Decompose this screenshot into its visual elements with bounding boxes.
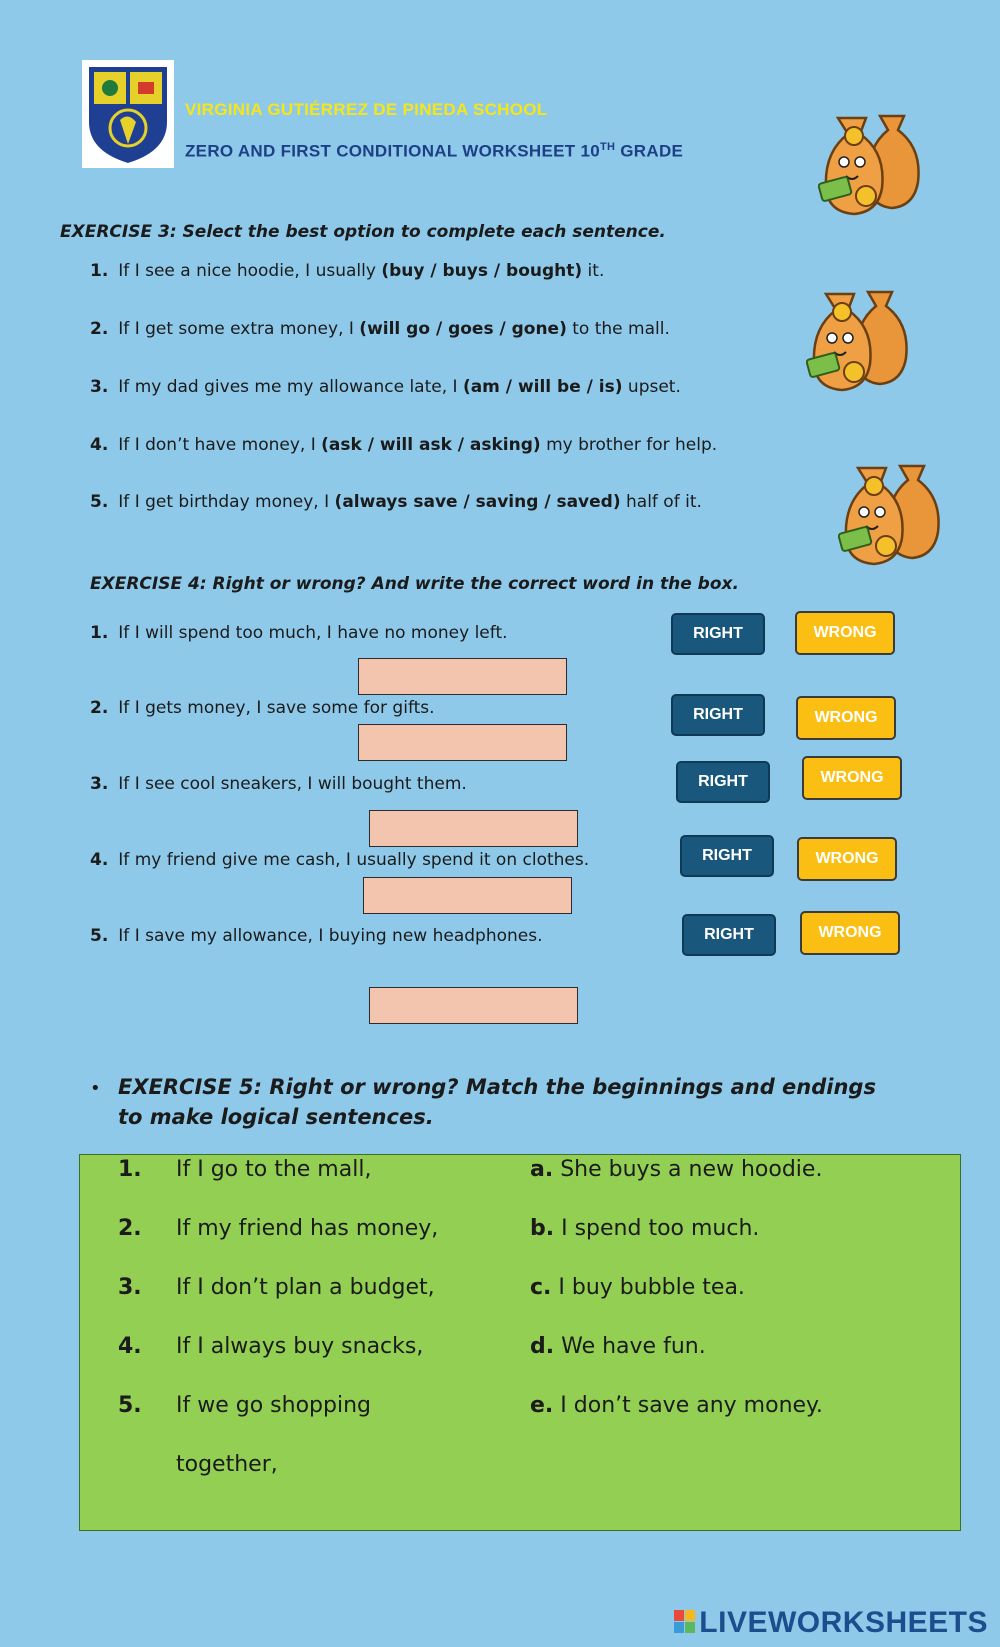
match-beginning: 2.	[118, 1216, 142, 1241]
exercise-3-heading: EXERCISE 3: Select the best option to complete each sentence.	[60, 222, 666, 242]
right-button[interactable]: RIGHT	[671, 613, 765, 655]
exercise-4-item: 3. If I see cool sneakers, I will bought them.	[90, 774, 467, 794]
money-bag-icon	[806, 272, 916, 392]
match-beginning: 1.	[118, 1157, 142, 1182]
match-ending: a. She buys a new hoodie.	[530, 1157, 823, 1182]
match-beginning: 4.	[118, 1334, 142, 1359]
answer-box[interactable]	[358, 658, 567, 695]
worksheet-title: ZERO AND FIRST CONDITIONAL WORKSHEET 10TH GRADE	[185, 141, 684, 161]
bullet: •	[90, 1078, 101, 1099]
match-beginning-text: If I don’t plan a budget,	[176, 1275, 435, 1300]
exercise-4-heading: EXERCISE 4: Right or wrong? And write the correct word in the box.	[90, 574, 739, 594]
wrong-button[interactable]: WRONG	[796, 696, 896, 740]
school-name: VIRGINIA GUTIÉRREZ DE PINEDA SCHOOL	[185, 100, 548, 119]
match-ending: c. I buy bubble tea.	[530, 1275, 745, 1300]
wrong-button[interactable]: WRONG	[797, 837, 897, 881]
wrong-button[interactable]: WRONG	[800, 911, 900, 955]
match-beginning-text: If I always buy snacks,	[176, 1334, 424, 1359]
exercise-3-item: 5. If I get birthday money, I (always save / saving / saved) half of it.	[90, 492, 702, 512]
match-beginning-text: If my friend has money,	[176, 1216, 439, 1241]
match-beginning-text: If we go shopping	[176, 1393, 371, 1418]
answer-box[interactable]	[358, 724, 567, 761]
right-button[interactable]: RIGHT	[676, 761, 770, 803]
exercise-4-item: 4. If my friend give me cash, I usually spend it on clothes.	[90, 850, 590, 870]
money-bag-icon	[838, 446, 948, 566]
exercise-4-item: 5. If I save my allowance, I buying new headphones.	[90, 926, 543, 946]
match-ending: b. I spend too much.	[530, 1216, 760, 1241]
wrong-button[interactable]: WRONG	[802, 756, 902, 800]
match-beginning: 3.	[118, 1275, 142, 1300]
match-ending: d. We have fun.	[530, 1334, 706, 1359]
exercise-3-item: 4. If I don’t have money, I (ask / will ask / asking) my brother for help.	[90, 435, 718, 455]
exercise-5-heading: EXERCISE 5: Right or wrong? Match the beginnings and endings to make logical sentences.	[118, 1075, 876, 1129]
right-button[interactable]: RIGHT	[680, 835, 774, 877]
match-beginning: 5.	[118, 1393, 142, 1418]
right-button[interactable]: RIGHT	[671, 694, 765, 736]
exercise-3-item: 2. If I get some extra money, I (will go / goes / gone) to the mall.	[90, 319, 670, 339]
right-button[interactable]: RIGHT	[682, 914, 776, 956]
answer-box[interactable]	[363, 877, 572, 914]
match-beginning-text: If I go to the mall,	[176, 1157, 372, 1182]
liveworksheets-badge-icon	[674, 1608, 696, 1632]
match-ending: e. I don’t save any money.	[530, 1393, 823, 1418]
answer-box[interactable]	[369, 810, 578, 847]
exercise-3-item: 1. If I see a nice hoodie, I usually (buy / buys / bought) it.	[90, 261, 605, 281]
answer-box[interactable]	[369, 987, 578, 1024]
money-bag-icon	[818, 96, 928, 216]
school-crest-logo	[82, 60, 174, 168]
liveworksheets-logo: LIVEWORKSHEETS	[674, 1606, 988, 1640]
exercise-4-item: 2. If I gets money, I save some for gifts.	[90, 698, 435, 718]
exercise-3-item: 3. If my dad gives me my allowance late, I (am / will be / is) upset.	[90, 377, 681, 397]
exercise-4-item: 1. If I will spend too much, I have no money left.	[90, 623, 508, 643]
wrong-button[interactable]: WRONG	[795, 611, 895, 655]
match-beginning-text: together,	[176, 1452, 278, 1477]
